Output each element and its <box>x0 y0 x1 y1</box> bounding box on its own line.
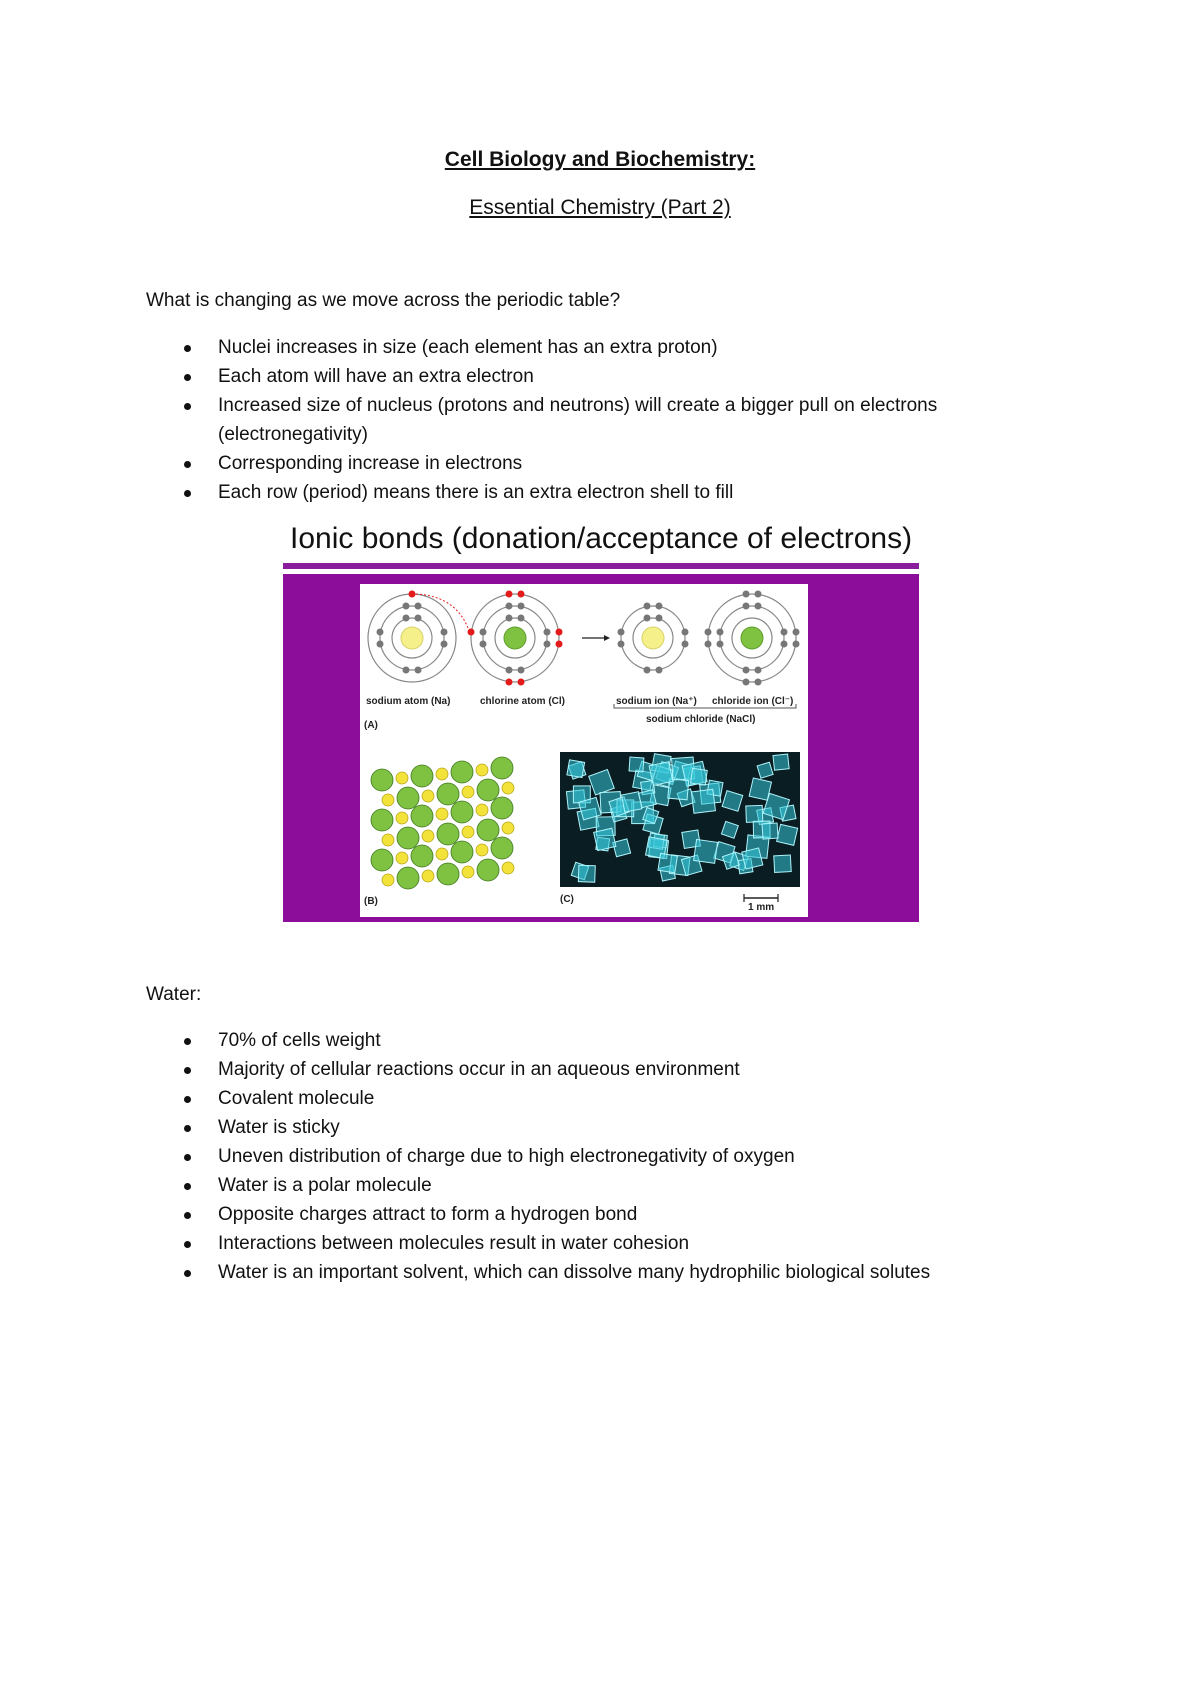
list-item: Each atom will have an extra electron <box>146 362 1016 391</box>
bullet-icon <box>184 374 191 381</box>
slide-title: Ionic bonds (donation/acceptance of electrons) <box>290 522 913 555</box>
panel-a-label: (A) <box>364 720 378 731</box>
list-item: Water is a polar molecule <box>146 1171 1016 1200</box>
bullet-icon <box>184 1183 191 1190</box>
panel-b-label: (B) <box>364 896 378 907</box>
scale-bar-label: 1 mm <box>748 902 775 913</box>
sodium-ion-icon <box>618 603 689 674</box>
bullet-icon <box>184 403 191 410</box>
list-item: Interactions between molecules result in water cohesion <box>146 1229 1016 1258</box>
bullet-icon <box>184 490 191 497</box>
bullet-icon <box>184 1067 191 1074</box>
ionic-bond-figure <box>360 584 808 917</box>
slide-panel <box>283 574 919 922</box>
list-item: Increased size of nucleus (protons and neutrons) will create a bigger pull on electrons (electronegativity) <box>146 391 1016 449</box>
panel-c-label: (C) <box>560 894 574 905</box>
chloride-ion-icon <box>705 591 800 686</box>
sodium-chloride-label: sodium chloride (NaCl) <box>646 714 756 725</box>
list-item: Water is sticky <box>146 1113 1016 1142</box>
chlorine-atom-label: chlorine atom (Cl) <box>480 696 566 707</box>
water-list <box>146 1026 1016 1287</box>
slide-divider <box>283 563 919 569</box>
list-item: Corresponding increase in electrons <box>146 449 1016 478</box>
water-heading: Water: <box>146 984 202 1005</box>
bullet-icon <box>184 1241 191 1248</box>
bullet-icon <box>184 1270 191 1277</box>
bullet-icon <box>184 1125 191 1132</box>
bullet-icon <box>184 1212 191 1219</box>
nacl-lattice-icon <box>366 757 526 906</box>
sodium-atom-label: sodium atom (Na) <box>366 696 451 707</box>
chlorine-atom-icon <box>468 591 563 686</box>
ionic-bond-diagram <box>360 584 808 917</box>
chloride-ion-label: chloride ion (Cl⁻) <box>712 696 794 707</box>
sodium-atom-icon <box>368 591 456 683</box>
sodium-ion-label: sodium ion (Na⁺) <box>616 696 697 707</box>
ionic-bonds-slide <box>283 522 919 922</box>
list-item: Nuclei increases in size (each element has an extra proton) <box>146 333 1016 362</box>
list-item: Each row (period) means there is an extra electron shell to fill <box>146 478 1016 507</box>
list-item: Majority of cellular reactions occur in an aqueous environment <box>146 1055 1016 1084</box>
salt-crystals-image-icon <box>560 752 800 887</box>
periodic-list <box>146 333 1016 507</box>
list-item: Opposite charges attract to form a hydrogen bond <box>146 1200 1016 1229</box>
bullet-icon <box>184 1038 191 1045</box>
list-item: Covalent molecule <box>146 1084 1016 1113</box>
bullet-icon <box>184 1096 191 1103</box>
bullet-icon <box>184 1154 191 1161</box>
list-item: 70% of cells weight <box>146 1026 1016 1055</box>
document-subtitle: Essential Chemistry (Part 2) <box>469 196 731 219</box>
document-title: Cell Biology and Biochemistry: <box>444 148 756 171</box>
periodic-question: What is changing as we move across the periodic table? <box>146 290 621 311</box>
list-item: Water is an important solvent, which can dissolve many hydrophilic biological solutes <box>146 1258 1016 1287</box>
bullet-icon <box>184 461 191 468</box>
bullet-icon <box>184 345 191 352</box>
list-item: Uneven distribution of charge due to high electronegativity of oxygen <box>146 1142 1016 1171</box>
